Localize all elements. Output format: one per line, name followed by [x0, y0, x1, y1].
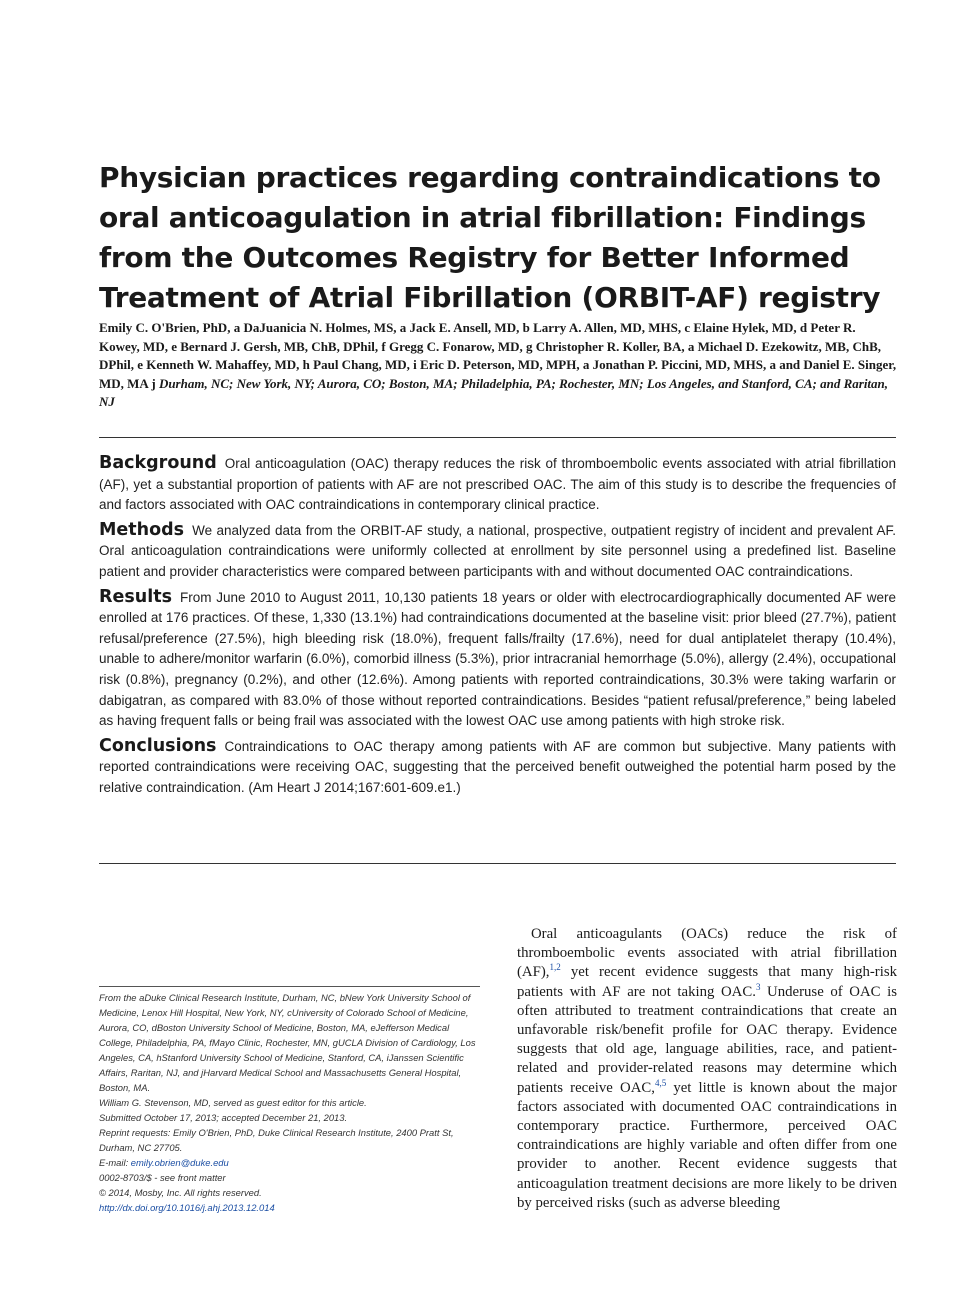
footnote-issn: 0002-8703/$ - see front matter	[99, 1172, 226, 1183]
body-text-segment: yet little is known about the major factors associated with documented OAC contraindications in contemporary practice. Furthermore, perceived OAC contraindications are highly variable and often differ from one provider to another. Recent evidence suggests that anticoagulation treatment decisions are more likely to be driven by perceived risks (such as adverse bleeding	[517, 1079, 897, 1211]
footnote-affiliations: From the aDuke Clinical Research Institute, Durham, NC, bNew York University School of Medicine, Lenox Hill Hospital, New York, NY, cUniversity of Colorado School of Medicine, Aurora, CO, dBoston University School of Medicine, Boston, MA, eJefferson Medical College, Philadelphia, PA, fMayo Clinic, Rochester, MN, gUCLA Division of Cardiology, Los Angeles, CA, hStanford University School of Medicine, Stanford, CA, iJanssen Scientific Affairs, Raritan, NJ, and jHarvard Medical School and Massachusetts General Hospital, Boston, MA.	[99, 992, 476, 1093]
footnote-reprint: Reprint requests: Emily O'Brien, PhD, Duke Clinical Research Institute, 2400 Pratt St, Durham, NC 27705.	[99, 1127, 454, 1153]
author-locations: Durham, NC; New York, NY; Aurora, CO; Boston, MA; Philadelphia, PA; Rochester, MN; Los Angeles, and Stanford, CA; and Raritan, NJ	[99, 375, 889, 410]
footnote-guest-editor: William G. Stevenson, MD, served as guest editor for this article.	[99, 1097, 367, 1108]
body-column	[517, 925, 897, 1213]
abstract-methods-text: We analyzed data from the ORBIT-AF study, a national, prospective, outpatient registry of incident and prevalent AF. Oral anticoagulation contraindications were uniformly collected at enrollment by site personnel using a predefined list. Baseline patient and provider characteristics were compared between participants with and without documented OAC contraindications.	[99, 522, 896, 579]
footnote-submitted: Submitted October 17, 2013; accepted December 21, 2013.	[99, 1112, 348, 1123]
article-title: Physician practices regarding contraindications to oral anticoagulation in atrial fibrillation: Findings from the Outcomes Registry for Better Informed Treatment of Atrial Fibrillation (ORBIT-AF) registry	[99, 161, 881, 314]
footnote-email	[99, 1155, 480, 1170]
body-text-segment: Underuse of OAC is often attributed to treatment contraindications that create an unfavorable risk/benefit profile for OAC therapy. Evidence suggests that old age, language abilities, race, and patient-related and provider-related reasons may determine which patients receive OAC,	[517, 983, 898, 1096]
doi-link[interactable]: http://dx.doi.org/10.1016/j.ahj.2013.12.014	[99, 1202, 275, 1213]
abstract-conclusions	[99, 736, 896, 799]
body-text-segment: yet recent evidence suggests that many high-risk patients with AF are not taking OAC.	[517, 964, 897, 1000]
abstract-methods	[99, 520, 896, 583]
body-text-segment: Oral anticoagulants (OACs) reduce the risk of thromboembolic events associated with atrial fibrillation (AF),	[517, 926, 897, 981]
body-paragraph	[517, 925, 897, 1213]
abstract-heading-results: Results	[99, 586, 172, 607]
author-list	[99, 319, 899, 412]
email-link[interactable]: emily.obrien@duke.edu	[130, 1157, 229, 1168]
abstract-results	[99, 587, 896, 732]
abstract-background-text: Oral anticoagulation (OAC) therapy reduces the risk of thromboembolic events associated with atrial fibrillation (AF), yet a substantial proportion of patients with AF are not prescribed OAC. The aim of this study is to describe the frequencies of and factors associated with OAC contraindications in contemporary clinical practice.	[99, 456, 896, 513]
abstract-background	[99, 453, 896, 516]
abstract-conclusions-text: Contraindications to OAC therapy among patients with AF are common but subjective. Many patients with reported contraindications were receiving OAC, suggesting that the perceived benefit outweighed the potential harm posed by the relative contraindication. (Am Heart J 2014;167:601-609.e1.)	[99, 738, 896, 795]
abstract-bottom-rule	[99, 863, 896, 864]
citation-ref[interactable]: 4,5	[654, 1077, 667, 1088]
footnote-doi	[99, 1200, 480, 1215]
footnote-copyright: © 2014, Mosby, Inc. All rights reserved.	[99, 1187, 262, 1198]
footnotes	[99, 986, 480, 1215]
citation-ref[interactable]: 1,2	[549, 962, 561, 973]
abstract-heading-conclusions: Conclusions	[99, 735, 217, 756]
abstract	[99, 453, 896, 803]
abstract-top-rule	[99, 437, 896, 438]
abstract-heading-background: Background	[99, 453, 217, 473]
author-names: Emily C. O'Brien, PhD, a DaJuanicia N. Holmes, MS, a Jack E. Ansell, MD, b Larry A. Allen, MD, MHS, c Elaine Hylek, MD, d Peter R. Kowey, MD, e Bernard J. Gersh, MB, ChB, DPhil, f Gregg C. Fonarow, MD, g Christopher R. Koller, BA, a Michael D. Ezekowitz, MB, ChB, DPhil, e Kenneth W. Mahaffey, MD, h Paul Chang, MD, i Eric D. Peterson, MD, MPH, a Jonathan P. Piccini, MD, MHS, a and Daniel E. Singer, MD, MA j	[99, 320, 897, 391]
email-label: E-mail:	[99, 1157, 129, 1168]
abstract-results-text: From June 2010 to August 2011, 10,130 patients 18 years or older with electrocardiographically documented AF were enrolled at 176 practices. Of these, 1,330 (13.1%) had contraindications documented at the baseline visit: prior bleed (27.7%), patient refusal/preference (27.5%), high bleeding risk (18.0%), frequent falls/frailty (17.6%), need for dual antiplatelet therapy (10.4%), unable to adhere/monitor warfarin (6.0%), comorbid illness (5.3%), prior intracranial hemorrhage (5.0%), allergy (2.4%), occupational risk (0.8%), pregnancy (0.2%), and other (12.6%). Among patients with reported contraindications, 30.3% were taking warfarin or dabigatran, as compared with 83.0% of those without reported contraindications. Besides “patient refusal/preference,” being labeled as having frequent falls or being frail was associated with the lowest OAC use among patients with high stroke risk.	[99, 589, 896, 729]
citation-ref[interactable]: 3	[755, 981, 761, 992]
abstract-heading-methods: Methods	[99, 519, 185, 540]
